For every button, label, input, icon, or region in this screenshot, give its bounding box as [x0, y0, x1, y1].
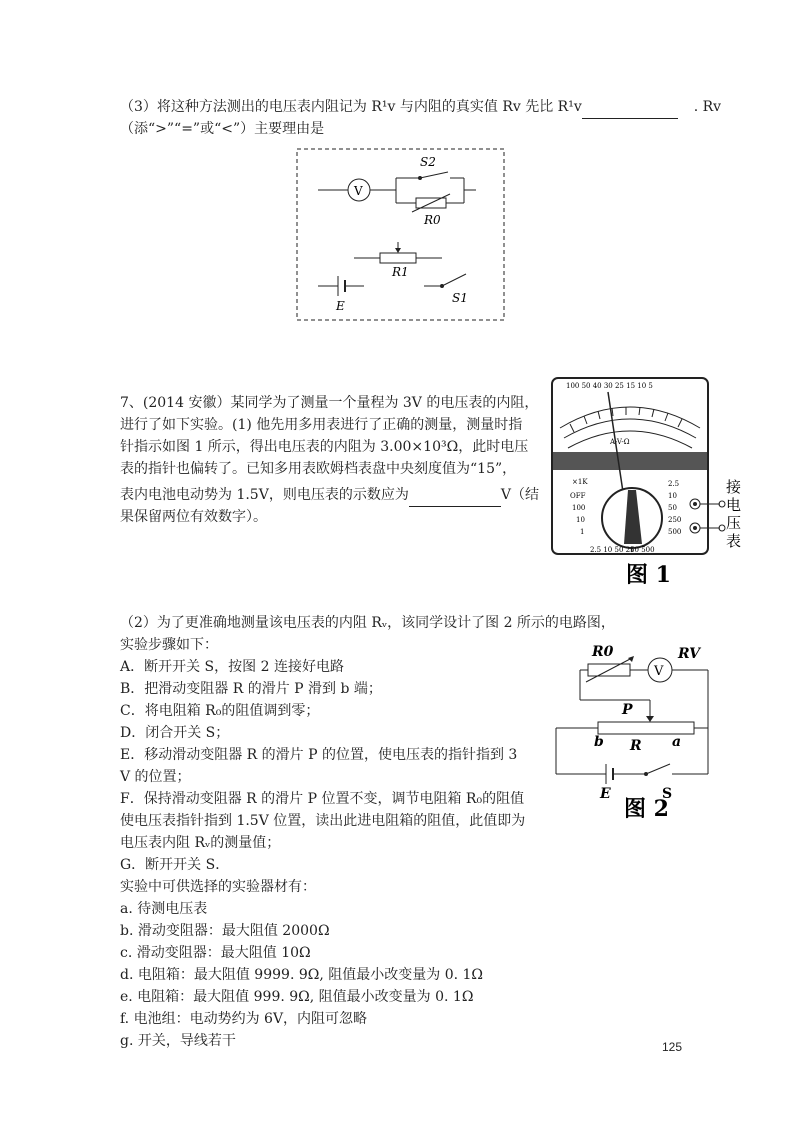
svg-text:S2: S2 — [420, 155, 436, 169]
q7-line4: 表的指针也偏转了。已知多用表欧姆档表盘中央刻度值为“15”， — [120, 461, 517, 477]
svg-text:P: P — [622, 702, 633, 718]
svg-text:R0: R0 — [592, 644, 614, 660]
svg-text:E: E — [600, 786, 611, 802]
svg-text:压: 压 — [726, 514, 742, 532]
q7-line6: 果保留两位有效数字）。 — [120, 509, 267, 525]
figure-1-caption: 图 1 — [626, 562, 671, 588]
svg-text:表: 表 — [726, 532, 742, 550]
q2-steps-title: 实验步骤如下： — [120, 637, 218, 653]
step-item: G．断开开关 S． — [120, 857, 230, 873]
answer-blank[interactable] — [582, 96, 678, 119]
page-number: 125 — [662, 1040, 683, 1054]
q7-line2: 进行了如下实验。(1) 他先用多用表进行了正确的测量，测量时指 — [120, 417, 523, 433]
svg-text:250: 250 — [668, 516, 682, 524]
svg-text:a: a — [672, 734, 682, 750]
svg-text:R0: R0 — [424, 213, 441, 227]
multimeter-figure — [550, 376, 750, 588]
switch-s — [646, 764, 670, 774]
svg-text:接: 接 — [726, 478, 742, 496]
svg-text:100: 100 — [572, 504, 586, 512]
step-item: V 的位置； — [120, 769, 191, 785]
svg-text:RV: RV — [678, 646, 700, 662]
step-item: B．把滑动变阻器 R 的滑片 P 滑到 b 端； — [120, 681, 382, 697]
switch-s2 — [420, 172, 448, 178]
svg-text:×1K: ×1K — [572, 478, 588, 486]
q2-steps-list — [120, 656, 525, 1052]
material-item: d. 电阻箱：最大阻值 9999. 9Ω, 阻值最小改变量为 0. 1Ω — [120, 967, 484, 983]
svg-text:V: V — [354, 184, 363, 198]
svg-text:500: 500 — [668, 528, 682, 536]
svg-text:S1: S1 — [452, 291, 468, 305]
figure-2-caption: 图 2 — [624, 796, 669, 822]
q7-line5: 表内电池电动势为 1.5V，则电压表的示数应为 V（结 — [120, 484, 539, 507]
svg-text:2.5 10 50 250 500: 2.5 10 50 250 500 — [590, 546, 655, 554]
svg-text:R1: R1 — [392, 265, 409, 279]
step-item: C．将电阻箱 R₀的阻值调到零； — [120, 703, 320, 719]
switch-s1 — [442, 274, 466, 286]
svg-text:V: V — [654, 664, 664, 679]
rheostat-r — [598, 722, 694, 734]
material-item: b. 滑动变阻器：最大阻值 2000Ω — [120, 923, 330, 939]
svg-text:OFF: OFF — [570, 492, 586, 500]
q7-line1: 7、(2014 安徽）某同学为了测量一个量程为 3V 的电压表的内阻， — [120, 395, 539, 411]
step-item: D．闭合开关 S； — [120, 725, 230, 741]
svg-text:100 50 40 30 25 15 10 5: 100 50 40 30 25 15 10 5 — [566, 382, 653, 390]
material-item: c. 滑动变阻器：最大阻值 10Ω — [120, 945, 311, 961]
step-item: 使电压表指针指到 1.5V 位置，读出此进电阻箱的阻值，此值即为 — [120, 813, 526, 829]
materials-title: 实验中可供选择的实验器材有： — [120, 879, 316, 895]
circuit-figure-top — [296, 148, 506, 322]
circuit-figure-2 — [550, 640, 720, 824]
q3-line1: （3）将这种方法测出的电压表内阻记为 R¹v 与内阻的真实值 Rv 先比 R¹v . Rv — [120, 96, 721, 119]
material-item: f. 电池组：电动势约为 6V，内阻可忽略 — [120, 1011, 368, 1027]
q7-line3: 针指示如图 1 所示，得出电压表的内阻为 3.00×10³Ω，此时电压 — [120, 439, 529, 455]
q2-intro: （2）为了更准确地测量该电压表的内阻 Rᵥ，该同学设计了图 2 所示的电路图， — [120, 615, 615, 631]
svg-text:E: E — [336, 299, 345, 313]
q3-line2: （添“>”“=”或“<”）主要理由是 — [120, 121, 325, 137]
svg-text:1: 1 — [580, 528, 585, 536]
step-item: A．断开开关 S，按图 2 连接好电路 — [120, 659, 344, 675]
resistor-r1 — [380, 253, 416, 263]
svg-text:10: 10 — [668, 492, 677, 500]
meter-band — [553, 452, 707, 470]
svg-text:2.5: 2.5 — [668, 480, 680, 488]
material-item: e. 电阻箱：最大阻值 999. 9Ω, 阻值最小改变量为 0. 1Ω — [120, 989, 474, 1005]
step-item: 电压表内阻 Rᵥ的测量值； — [120, 835, 281, 851]
svg-text:S: S — [662, 786, 673, 802]
svg-text:b: b — [594, 734, 604, 750]
answer-blank-voltage[interactable] — [409, 484, 501, 507]
svg-text:电: 电 — [726, 496, 742, 514]
svg-text:10: 10 — [576, 516, 585, 524]
material-item: g. 开关，导线若干 — [120, 1033, 236, 1049]
step-item: E．移动滑动变阻器 R 的滑片 P 的位置，使电压表的指针指到 3 — [120, 747, 518, 763]
svg-text:A-V-Ω: A-V-Ω — [610, 438, 630, 446]
material-item: a. 待测电压表 — [120, 901, 208, 917]
svg-text:R: R — [630, 738, 642, 754]
step-item: F．保持滑动变阻器 R 的滑片 P 位置不变，调节电阻箱 R₀的阻值 — [120, 791, 525, 807]
svg-text:50: 50 — [668, 504, 677, 512]
